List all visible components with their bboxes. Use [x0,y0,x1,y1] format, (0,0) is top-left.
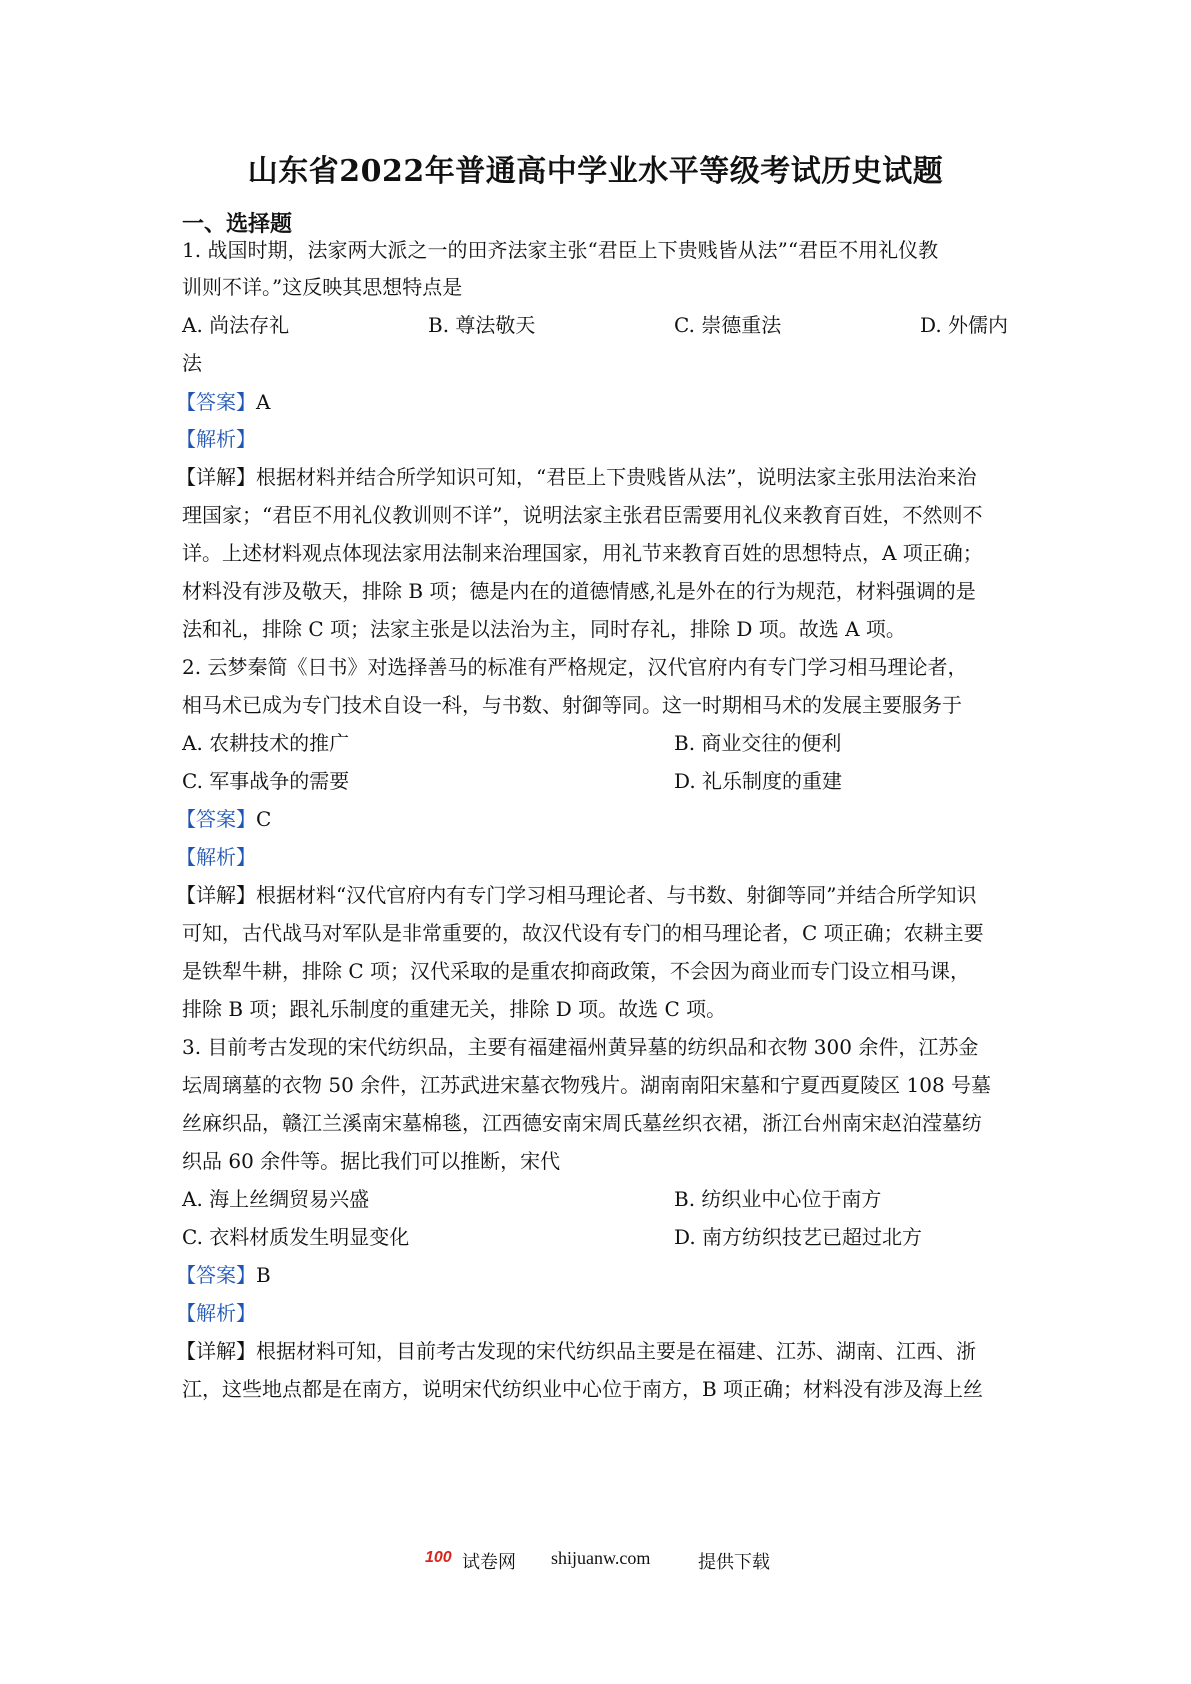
q1-detail-line-4: 材料没有涉及敬天，排除 B 项；德是内在的道德情感,礼是外在的行为规范，材料强调的是 [182,579,976,603]
logo-text: 100 [425,1549,452,1566]
q1-detail-line-1: 【详解】根据材料并结合所学知识可知，“君臣上下贵贱皆从法”，说明法家主张用法治来治 [176,465,977,489]
site-logo-icon [424,1546,462,1566]
q1-option-a: A. 尚法存礼 [182,313,290,337]
q1-option-d: D. 外儒内 [920,313,1009,337]
answer-tag: 【答案】 [176,807,256,831]
section-heading: 一、选择题 [182,211,293,237]
q2-analysis-tag: 【解析】 [176,845,256,869]
q3-option-d: D. 南方纺织技艺已超过北方 [674,1225,923,1249]
q3-stem-line-1: 3. 目前考古发现的宋代纺织品，主要有福建福州黄异墓的纺织品和衣物 300 余件，江苏金 [182,1035,979,1059]
footer-site-name: 试卷网 [462,1552,516,1573]
q1-answer: A [256,390,271,414]
q2-detail-line-2: 可知，古代战马对军队是非常重要的，故汉代设有专门的相马理论者，C 项正确；农耕主要 [182,921,984,945]
answer-tag: 【答案】 [176,1263,256,1287]
footer-download-text: 提供下载 [698,1552,770,1573]
q2-answer: C [256,807,272,831]
q3-detail-line-1: 【详解】根据材料可知，目前考古发现的宋代纺织品主要是在福建、江苏、湖南、江西、浙 [176,1339,976,1363]
q1-detail-line-3: 详。上述材料观点体现法家用法制来治理国家，用礼节来教育百姓的思想特点，A 项正确； [182,541,983,565]
q3-option-a: A. 海上丝绸贸易兴盛 [182,1187,370,1211]
answer-tag: 【答案】 [176,390,256,414]
q2-detail-line-4: 排除 B 项；跟礼乐制度的重建无关，排除 D 项。故选 C 项。 [182,997,727,1021]
q2-option-d: D. 礼乐制度的重建 [674,769,843,793]
q3-option-c: C. 衣料材质发生明显变化 [182,1225,410,1249]
q3-stem-line-4: 织品 60 余件等。据比我们可以推断，宋代 [182,1149,561,1173]
q2-stem-line-1: 2. 云梦秦简《日书》对选择善马的标准有严格规定，汉代官府内有专门学习相马理论者， [182,655,968,679]
q3-stem-line-2: 坛周璃墓的衣物 50 余件，江苏武进宋墓衣物残片。湖南南阳宋墓和宁夏西夏陵区 108 号墓 [182,1073,992,1097]
detail-tag: 【详解】 [176,465,256,489]
q2-detail-line-1: 【详解】根据材料“汉代官府内有专门学习相马理论者、与书数、射御等同”并结合所学知识 [176,883,977,907]
q1-analysis-tag: 【解析】 [176,427,256,451]
q3-option-b: B. 纺织业中心位于南方 [674,1187,882,1211]
q3-analysis-tag: 【解析】 [176,1301,256,1325]
q1-option-b: B. 尊法敬天 [428,313,536,337]
q2-option-b: B. 商业交往的便利 [674,731,842,755]
q3-stem-line-3: 丝麻织品，赣江兰溪南宋墓棉毯，江西德安南宋周氏墓丝织衣裙，浙江台州南宋赵泊滢墓纺 [182,1111,982,1135]
q3-detail-line-2: 江，这些地点都是在南方，说明宋代纺织业中心位于南方，B 项正确；材料没有涉及海上丝 [182,1377,984,1401]
q2-stem-line-2: 相马术已成为专门技术自设一科，与书数、射御等同。这一时期相马术的发展主要服务于 [182,693,962,717]
q2-option-c: C. 军事战争的需要 [182,769,350,793]
q1-option-c: C. 崇德重法 [674,313,782,337]
q1-answer-row [176,388,270,416]
q3-answer-row [176,1261,271,1289]
q1-option-d-cont: 法 [182,351,202,375]
q3-answer: B [256,1263,271,1287]
q1-stem-line-2: 训则不详。”这反映其思想特点是 [182,275,463,299]
q1-detail-line-5: 法和礼，排除 C 项；法家主张是以法治为主，同时存礼，排除 D 项。故选 A 项。 [182,617,906,641]
footer-url[interactable]: shijuanw.com [551,1548,651,1568]
q1-stem-line-1: 1. 战国时期，法家两大派之一的田齐法家主张“君臣上下贵贱皆从法”“君臣不用礼仪教 [182,238,939,262]
page-title: 山东省2022年普通高中学业水平等级考试历史试题 [247,154,944,189]
q1-detail-line-2: 理国家；“君臣不用礼仪教训则不详”，说明法家主张君臣需要用礼仪来教育百姓，不然则不 [182,503,983,527]
q2-answer-row [176,805,271,833]
q2-option-a: A. 农耕技术的推广 [182,731,350,755]
detail-tag: 【详解】 [176,1339,256,1363]
q2-detail-line-3: 是铁犁牛耕，排除 C 项；汉代采取的是重农抑商政策，不会因为商业而专门设立相马课， [182,959,971,983]
detail-tag: 【详解】 [176,883,256,907]
